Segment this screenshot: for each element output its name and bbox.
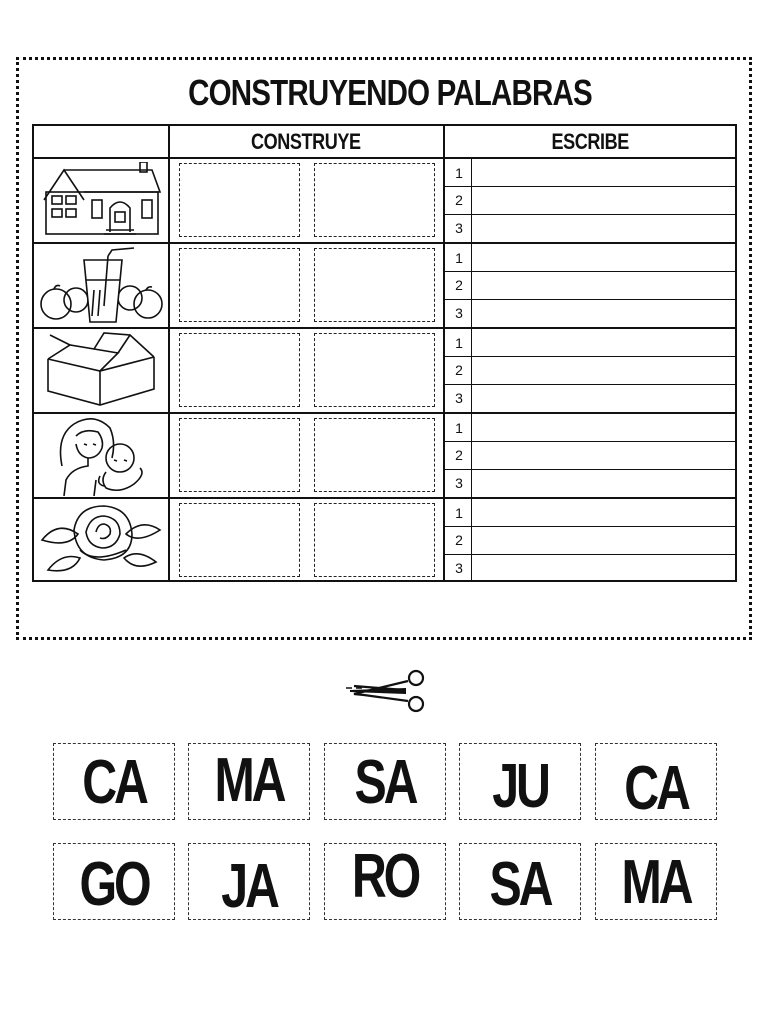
- line-number: 1: [455, 250, 463, 266]
- line-number: 1: [455, 335, 463, 351]
- build-box[interactable]: [314, 503, 435, 577]
- page-title: CONSTRUYENDO PALABRAS: [188, 72, 592, 113]
- line-number: 2: [455, 532, 463, 548]
- build-box[interactable]: [314, 418, 435, 492]
- mother-icon: [54, 414, 154, 496]
- line-number: 2: [455, 192, 463, 208]
- line-number: 3: [455, 475, 463, 491]
- column-divider: [168, 126, 170, 580]
- syllable-card[interactable]: GO: [53, 843, 175, 920]
- build-box[interactable]: [179, 503, 300, 577]
- rose-icon: [38, 500, 164, 580]
- syllable-card[interactable]: CA: [53, 743, 175, 820]
- line-number: 3: [455, 220, 463, 236]
- worksheet-table: [32, 124, 737, 582]
- build-box[interactable]: [314, 333, 435, 407]
- line-number: 3: [455, 305, 463, 321]
- syllable-card[interactable]: RO: [324, 843, 446, 920]
- number-column-divider: [471, 158, 472, 580]
- header-escribe: ESCRIBE: [551, 129, 629, 154]
- line-number: 3: [455, 390, 463, 406]
- line-number: 1: [455, 420, 463, 436]
- line-number: 3: [455, 560, 463, 576]
- syllable-card[interactable]: SA: [324, 743, 446, 820]
- scissors-icon: [344, 668, 428, 716]
- line-number: 2: [455, 362, 463, 378]
- column-divider: [443, 126, 445, 580]
- build-box[interactable]: [179, 248, 300, 322]
- build-box[interactable]: [314, 163, 435, 237]
- syllable-card[interactable]: SA: [459, 843, 581, 920]
- header-construye: CONSTRUYE: [250, 129, 361, 154]
- house-icon: [40, 162, 162, 238]
- line-number: 1: [455, 505, 463, 521]
- syllable-card[interactable]: MA: [595, 843, 717, 920]
- build-box[interactable]: [179, 163, 300, 237]
- syllable-card[interactable]: JA: [188, 843, 310, 920]
- juice-icon: [38, 246, 164, 326]
- line-number: 2: [455, 277, 463, 293]
- syllable-card[interactable]: MA: [188, 743, 310, 820]
- syllable-card[interactable]: CA: [595, 743, 717, 820]
- build-box[interactable]: [314, 248, 435, 322]
- syllable-card[interactable]: JU: [459, 743, 581, 820]
- build-box[interactable]: [179, 418, 300, 492]
- box-icon: [44, 331, 158, 409]
- build-box[interactable]: [179, 333, 300, 407]
- line-number: 1: [455, 165, 463, 181]
- line-number: 2: [455, 447, 463, 463]
